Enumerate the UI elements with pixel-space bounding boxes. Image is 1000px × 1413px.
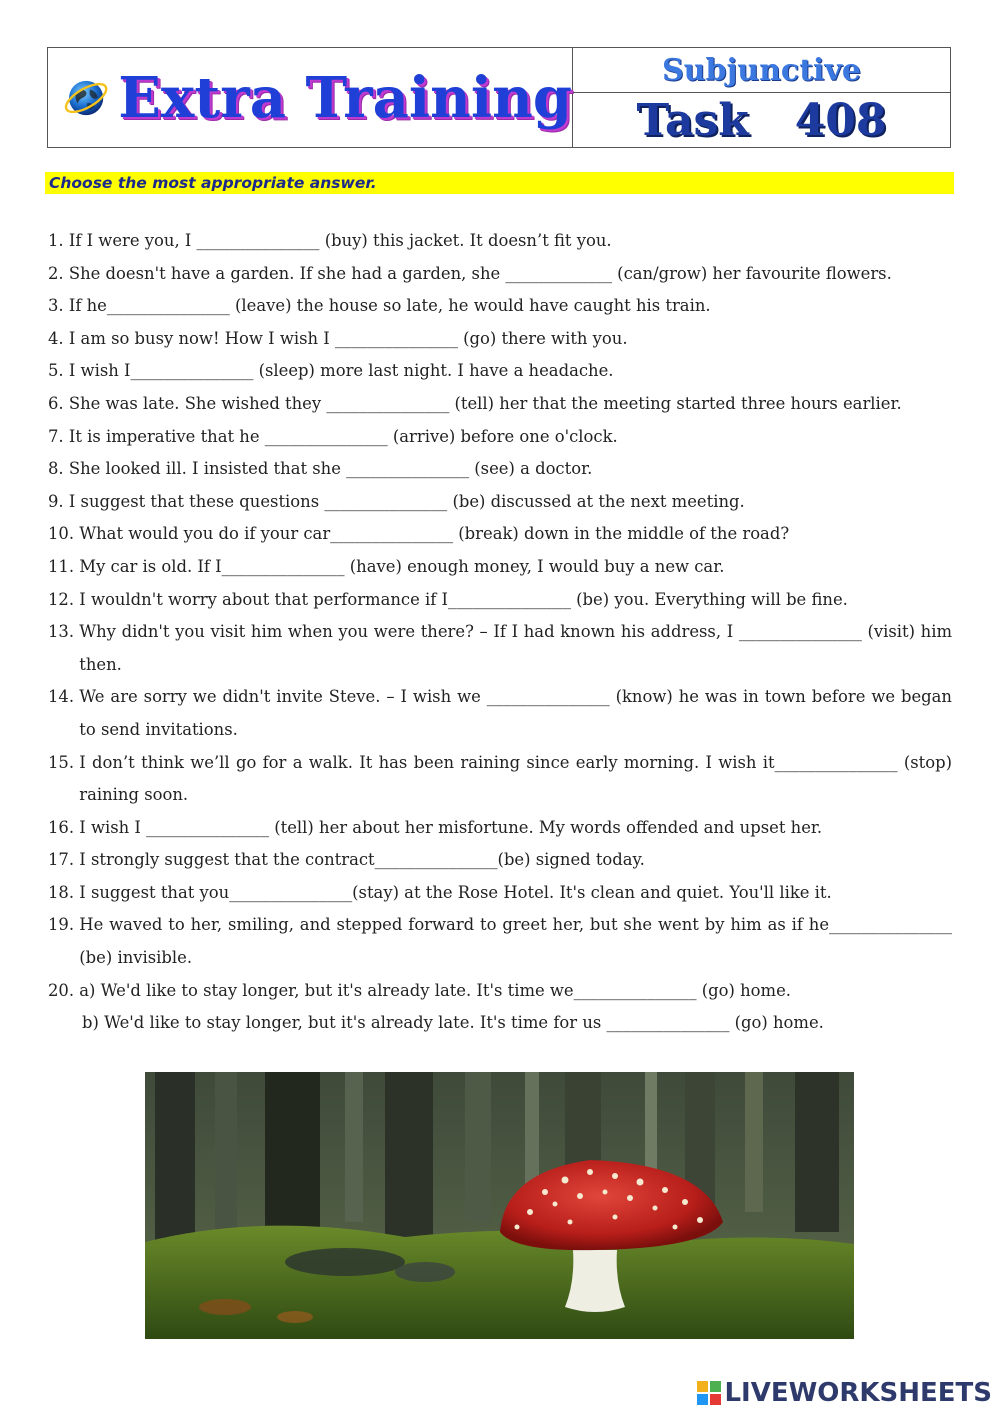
list-item: 2. She doesn't have a garden. If she had a garden, she _____________ (can/grow) her favourite flowers. xyxy=(48,263,892,283)
list-item: 12. I wouldn't worry about that performance if I_______________ (be) you. Everything will be fine. xyxy=(48,589,848,609)
brand-title: Extra Training xyxy=(118,64,572,131)
list-item: 4. I am so busy now! How I wish I _______________ (go) there with you. xyxy=(48,328,628,348)
list-item: 20. a) We'd like to stay longer, but it's already late. It's time we_______________ (go) home. xyxy=(48,980,791,1000)
list-item: 5. I wish I_______________ (sleep) more last night. I have a headache. xyxy=(48,361,614,381)
list-item: 8. She looked ill. I insisted that she _______________ (see) a doctor. xyxy=(48,459,593,479)
mushroom-forest-photo xyxy=(145,1072,854,1339)
list-item: 1. If I were you, I _______________ (buy) this jacket. It doesn’t fit you. xyxy=(48,231,612,250)
question-list xyxy=(48,225,952,1040)
list-item: 9. I suggest that these questions _______________ (be) discussed at the next meeting. xyxy=(48,491,745,511)
subject-title: Subjunctive xyxy=(662,52,861,88)
task-number: Task 408 xyxy=(636,94,887,146)
liveworksheets-brand: LIVEWORKSHEETS xyxy=(724,1378,992,1408)
list-item: 10. What would you do if your car_______________ (break) down in the middle of the road? xyxy=(48,524,790,544)
liveworksheets-logo-icon xyxy=(697,1381,721,1405)
brand-cell xyxy=(48,48,573,147)
list-item: b) We'd like to stay longer, but it's already late. It's time for us _______________ (go) home. xyxy=(82,1013,824,1033)
globe-icon xyxy=(62,67,110,129)
list-item: 16. I wish I _______________ (tell) her about her misfortune. My words offended and upset her. xyxy=(48,817,823,837)
list-item: 7. It is imperative that he _______________ (arrive) before one o'clock. xyxy=(48,426,618,446)
list-item: 15. I don’t think we’ll go for a walk. It has been raining since early morning. I wish it_______________ (stop) raining soon. xyxy=(48,752,952,805)
list-item: 19. He waved to her, smiling, and stepped forward to greet her, but she went by him as if he_______________ (be) invisible. xyxy=(48,915,952,968)
list-item: 17. I strongly suggest that the contract_______________(be) signed today. xyxy=(48,850,645,870)
liveworksheets-footer xyxy=(697,1378,992,1408)
list-item: 14. We are sorry we didn't invite Steve. – I wish we _______________ (know) he was in town before we began to send invitations. xyxy=(48,687,952,739)
list-item: 3. If he_______________ (leave) the house so late, he would have caught his train. xyxy=(48,296,711,316)
list-item: 13. Why didn't you visit him when you were there? – If I had known his address, I _______________ (visit) him then. xyxy=(48,622,952,674)
list-item: 18. I suggest that you_______________(stay) at the Rose Hotel. It's clean and quiet. You'll like it. xyxy=(48,882,832,902)
list-item: 6. She was late. She wished they _______________ (tell) her that the meeting started three hours earlier. xyxy=(48,393,902,413)
task-cell xyxy=(573,48,950,147)
list-item: 11. My car is old. If I_______________ (have) enough money, I would buy a new car. xyxy=(48,556,725,576)
worksheet-header xyxy=(47,47,951,148)
instruction-banner: Choose the most appropriate answer. xyxy=(45,172,954,194)
